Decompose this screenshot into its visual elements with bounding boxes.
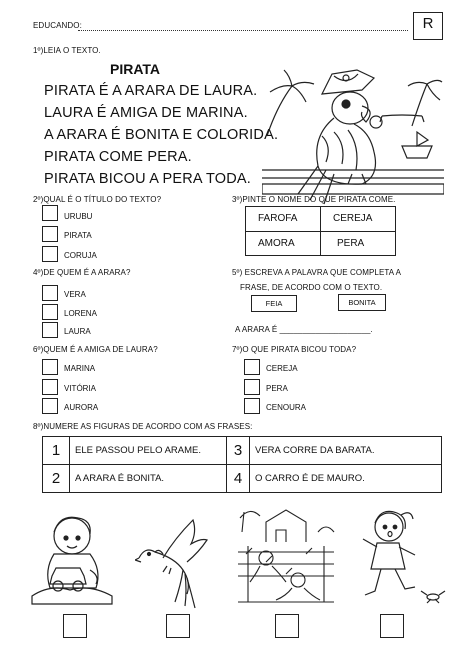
q7-checkbox-cenoura[interactable] (244, 398, 260, 414)
q6-checkbox-aurora[interactable] (42, 398, 58, 414)
q2-option-pirata: PIRATA (64, 231, 92, 240)
figure-4-answer-box[interactable] (380, 614, 404, 638)
text-line-4: PIRATA COME PERA. (44, 149, 192, 165)
boy-with-toy-car-image (20, 510, 122, 610)
q7-instruction: 7º)O QUE PIRATA BICOU TODA? (232, 345, 357, 354)
q8-sentence-1: ELE PASSOU PELO ARAME. (70, 437, 227, 465)
q5-word-feia: FEIA (251, 295, 297, 312)
q8-number-2: 2 (43, 465, 70, 493)
q3-instruction: 3º)PINTE O NOME DO QUE PIRATA COME. (232, 195, 396, 204)
q6-option-vitoria: VITÓRIA (64, 384, 97, 393)
q8-number-3: 3 (227, 437, 250, 465)
girl-running-from-cockroach-image (355, 505, 447, 610)
q8-sentence-4: O CARRO É DE MAURO. (250, 465, 442, 493)
q3-cell-cereja[interactable]: CEREJA (321, 207, 396, 232)
q4-option-lorena: LORENA (64, 309, 97, 318)
text-title: PIRATA (110, 61, 161, 77)
figure-1-answer-box[interactable] (63, 614, 87, 638)
q7-option-pera: PERA (266, 384, 288, 393)
q7-checkbox-pera[interactable] (244, 379, 260, 395)
q3-word-grid (245, 206, 396, 256)
q7-checkbox-cereja[interactable] (244, 359, 260, 375)
q2-instruction: 2º)QUAL É O TÍTULO DO TEXTO? (33, 195, 162, 204)
q6-checkbox-marina[interactable] (42, 359, 58, 375)
q8-instruction: 8º)NUMERE AS FIGURAS DE ACORDO COM AS FRASES: (33, 422, 253, 431)
q7-option-cenoura: CENOURA (266, 403, 307, 412)
q2-option-coruja: CORUJA (64, 251, 97, 260)
name-line[interactable] (78, 30, 408, 31)
educando-label: EDUCANDO: (33, 21, 82, 30)
figure-2-answer-box[interactable] (166, 614, 190, 638)
q2-option-urubu: URUBU (64, 212, 93, 221)
q4-instruction: 4º)DE QUEM É A ARARA? (33, 268, 131, 277)
q4-option-vera: VERA (64, 290, 86, 299)
q2-checkbox-urubu[interactable] (42, 205, 58, 221)
q8-number-1: 1 (43, 437, 70, 465)
q6-option-marina: MARINA (64, 364, 96, 373)
q6-instruction: 6º)QUEM É A AMIGA DE LAURA? (33, 345, 158, 354)
r-label: R (422, 15, 434, 32)
q8-sentence-2: A ARARA É BONITA. (70, 465, 227, 493)
flying-parrot-image (135, 518, 215, 610)
q5-sentence[interactable]: A ARARA É ____________________. (235, 325, 373, 334)
text-line-5: PIRATA BICOU A PERA TODA. (44, 171, 251, 187)
q4-checkbox-laura[interactable] (42, 322, 58, 338)
q2-checkbox-coruja[interactable] (42, 246, 58, 262)
q8-sentence-table (42, 436, 442, 493)
q4-checkbox-vera[interactable] (42, 285, 58, 301)
q7-option-cereja: CEREJA (266, 364, 298, 373)
q8-sentence-3: VERA CORRE DA BARATA. (250, 437, 442, 465)
q5-instruction-line2: FRASE, DE ACORDO COM O TEXTO. (240, 283, 383, 292)
q1-instruction: 1º)LEIA O TEXTO. (33, 46, 101, 55)
figure-3-answer-box[interactable] (275, 614, 299, 638)
q8-number-4: 4 (227, 465, 250, 493)
q5-word-bonita: BONITA (338, 294, 386, 311)
q6-option-aurora: AURORA (64, 403, 99, 412)
q3-cell-farofa[interactable]: FAROFA (246, 207, 321, 232)
q3-cell-pera[interactable]: PERA (321, 231, 396, 256)
q2-checkbox-pirata[interactable] (42, 226, 58, 242)
q4-checkbox-lorena[interactable] (42, 304, 58, 320)
parrot-pirate-illustration (262, 66, 444, 206)
q6-checkbox-vitoria[interactable] (42, 379, 58, 395)
q4-option-laura: LAURA (64, 327, 91, 336)
children-under-wire-fence-image (236, 502, 336, 610)
text-line-1: PIRATA É A ARARA DE LAURA. (44, 83, 258, 99)
text-line-2: LAURA É AMIGA DE MARINA. (44, 105, 248, 121)
q5-instruction-line1: 5º) ESCREVA A PALAVRA QUE COMPLETA A (232, 268, 402, 277)
q3-cell-amora[interactable]: AMORA (246, 231, 321, 256)
text-line-3: A ARARA É BONITA E COLORIDA. (44, 127, 279, 143)
